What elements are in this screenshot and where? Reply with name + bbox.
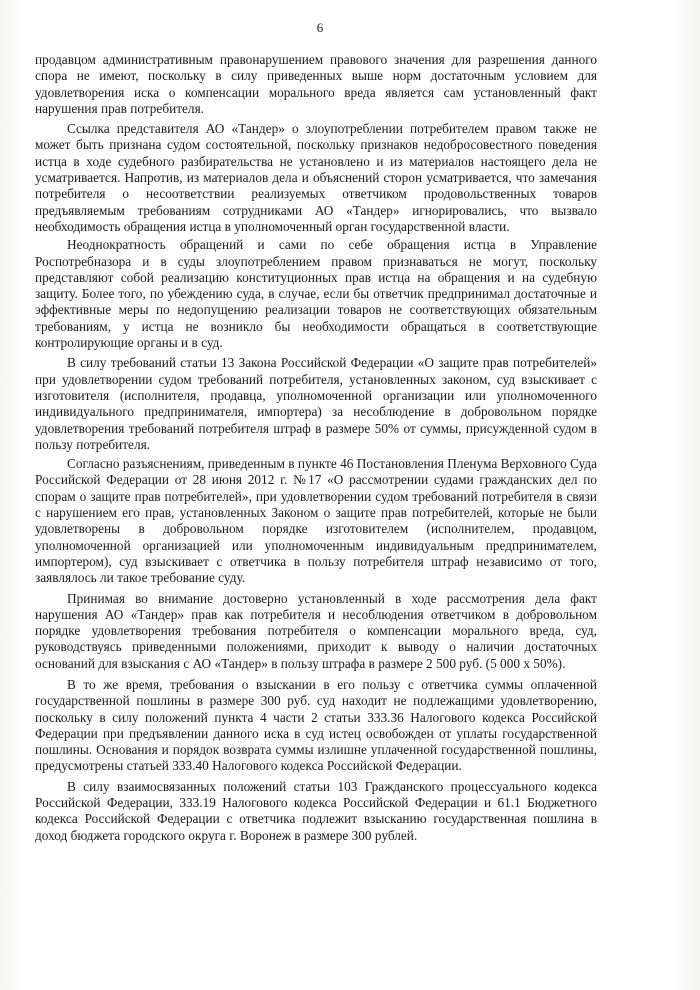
page-number: 6: [316, 20, 324, 35]
paragraph-article-13: В силу требований статьи 13 Закона Российской Федерации «О защите прав потребителей» при удовлетворении судом требований потребителя, установленных законом, суд взыскивает с изготовителя (исполнителя, продавца, уполномоченной организации или уполномоченного индивидуального предпринимателя, импортера) за несоблюдение в добровольном порядке удовлетворения требований потребителя штраф в размере 50% от суммы, присужденной судом в пользу потребителя.: [35, 355, 597, 452]
paragraph-fine-award: Принимая во внимание достоверно установленный в ходе рассмотрения дела факт нарушения АО «Тандер» прав как потребителя и несоблюдения ответчиком в добровольном порядке удовлетворения требования потребителя о компенсации морального вреда, суд, руководствуясь приведенными положениями, приходит к выводу о наличии достаточных оснований для взыскания с АО «Тандер» в пользу штрафа в размере 2 500 руб. (5 000 х 50%).: [35, 590, 597, 671]
paragraph-state-duty-refusal: В то же время, требования о взыскании в его пользу с ответчика суммы оплаченной государственной пошлины в размере 300 руб. суд находит не подлежащими удовлетворению, поскольку в силу положений пункта 4 части 2 статьи 333.36 Налогового кодекса Российской Федерации при предъявлении данного иска в суд истец освобожден от уплаты государственной пошлины. Основания и порядок возврата суммы излишне уплаченной государственной пошлины, предусмотрены статьей 333.40 Налогового кодекса Российской Федерации.: [35, 676, 597, 774]
paragraph-state-duty-collection: В силу взаимосвязанных положений статьи 103 Гражданского процессуального кодекса Российской Федерации, 333.19 Налогового кодекса Российской Федерации и 61.1 Бюджетного кодекса Российской Федерации с ответчика подлежит взысканию государственная пошлина в доход бюджета городского округа г. Воронеж в размере 300 рублей.: [35, 778, 597, 843]
paragraph-continuation: продавцом административным правонарушением правового значения для разрешения данного спора не имеют, поскольку в силу приведенных выше норм достаточным условием для удовлетворения иска о компенсации морального вреда является сам установленный факт нарушения прав потребителя.: [35, 52, 597, 116]
paragraph-abuse-of-right: Ссылка представителя АО «Тандер» о злоупотреблении потребителем правом также не может быть признана судом состоятельной, поскольку признаков недобросовестного поведения истца в ходе судебного разбирательства не установлено и из материалов настоящего дела не усматривается. Напротив, из материалов дела и объяснений сторон усматривается, что замечания потребителя о несоответствии реализуемых ответчиком продовольственных товаров предъявляемым требованиям сотрудниками АО «Тандер» игнорировались, что вызвало необходимость обращения истца в уполномоченный орган государственной власти.: [35, 121, 597, 234]
paragraph-plenum-clarification: Согласно разъяснениям, приведенным в пункте 46 Постановления Пленума Верховного Суда Российской Федерации от 28 июня 2012 г. №17 «О рассмотрении судами гражданских дел по спорам о защите прав потребителей», при удовлетворении судом требований потребителя в связи с нарушением его прав, установленных Законом о защите прав потребителей, которые не были удовлетворены в добровольном порядке изготовителем (исполнителем, продавцом, уполномоченной организацией или уполномоченным индивидуальным предпринимателем, импортером), суд взыскивает с ответчика в пользу потребителя штраф независимо от того, заявлялось ли такое требование суду.: [35, 456, 597, 586]
paragraph-repeated-appeals: Неоднократность обращений и сами по себе обращения истца в Управление Роспотребназора и в суды злоупотреблением правом признаваться не могут, поскольку представляют собой реализацию конституционных прав истца на обращения и на судебную защиту. Более того, по убеждению суда, в случае, если бы ответчик предпринимал достаточные и эффективные меры по недопущению реализации товаров не соответствующих обязательным требованиям, у истца не возникло бы необходимости обращаться в соответствующие контролирующие органы и в суд.: [35, 237, 597, 351]
document-body: [35, 52, 597, 844]
